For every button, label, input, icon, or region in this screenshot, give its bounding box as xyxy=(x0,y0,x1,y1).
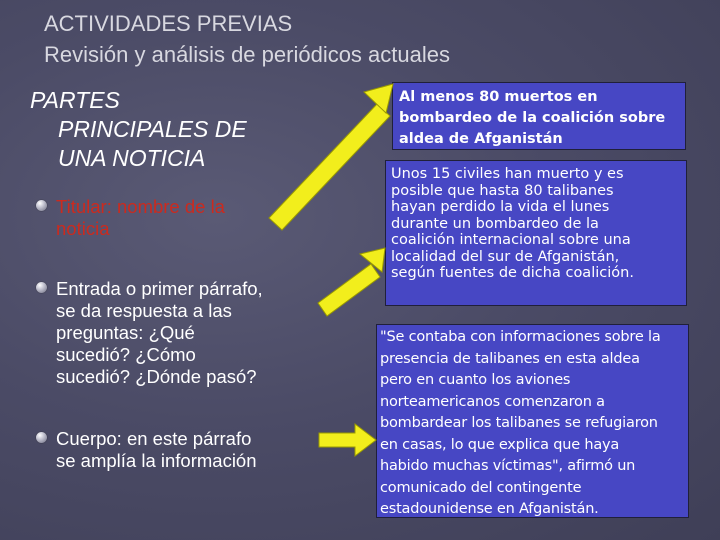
headline-line: Al menos 80 muertos en xyxy=(399,89,598,105)
lead-line: hayan perdido la vida el lunes xyxy=(391,199,610,215)
headline-box xyxy=(392,82,686,150)
bullet-text xyxy=(56,428,326,472)
bullet-titular xyxy=(36,196,326,240)
bullet-line: sucedió? ¿Dónde pasó? xyxy=(56,366,257,387)
bullet-dot-icon xyxy=(36,200,47,211)
bullet-line: Entrada o primer párrafo, xyxy=(56,278,263,299)
section-heading xyxy=(30,86,350,173)
body-line: presencia de talibanes en esta aldea xyxy=(380,350,640,367)
lead-line: según fuentes de dicha coalición. xyxy=(391,265,634,281)
bullet-text xyxy=(56,278,326,388)
body-line: en casas, lo que explica que haya xyxy=(380,436,620,453)
lead-line: durante un bombardeo de la xyxy=(391,215,599,232)
bullet-cuerpo xyxy=(36,428,326,472)
bullet-line: Titular: nombre de la xyxy=(56,196,225,217)
lead-line: coalición internacional sobre una xyxy=(391,232,631,248)
bullet-dot-icon xyxy=(36,282,47,293)
bullet-dot-icon xyxy=(36,432,47,443)
headline-line: aldea de Afganistán xyxy=(399,131,563,147)
body-line: habido muchas víctimas", afirmó un xyxy=(380,458,636,474)
body-line: estadounidense en Afganistán. xyxy=(380,501,599,517)
bullet-line: Cuerpo: en este párrafo xyxy=(56,428,252,449)
heading-line-1: PARTES xyxy=(30,87,120,113)
body-line: norteamericanos comenzaron a xyxy=(380,393,605,410)
body-line: bombardear los talibanes se refugiaron xyxy=(380,415,658,431)
body-box xyxy=(376,324,689,518)
lead-box xyxy=(385,160,687,306)
entrada-arrow-icon xyxy=(318,248,385,316)
title-line-1: ACTIVIDADES PREVIAS xyxy=(44,11,293,36)
title-line-2: Revisión y análisis de periódicos actuales xyxy=(44,42,450,67)
lead-line: posible que hasta 80 talibanes xyxy=(391,182,614,199)
heading-line-2: PRINCIPALES DE xyxy=(58,116,247,142)
bullet-text xyxy=(56,196,326,240)
body-line: comunicado del contingente xyxy=(380,479,582,496)
slide-title xyxy=(44,8,684,70)
bullet-line: se amplía la información xyxy=(56,450,257,471)
body-line: "Se contaba con informaciones sobre la xyxy=(380,329,661,345)
bullet-line: noticia xyxy=(56,218,110,239)
bullet-line: se da respuesta a las xyxy=(56,300,232,321)
cuerpo-arrow-icon xyxy=(319,424,376,456)
bullet-line: sucedió? ¿Cómo xyxy=(56,344,196,365)
lead-line: Unos 15 civiles han muerto y es xyxy=(391,166,624,182)
body-line: pero en cuanto los aviones xyxy=(380,372,571,388)
lead-line: localidad del sur de Afganistán, xyxy=(391,248,620,265)
bullet-entrada xyxy=(36,278,326,388)
headline-line: bombardeo de la coalición sobre xyxy=(399,110,666,126)
heading-line-3: UNA NOTICIA xyxy=(58,145,206,171)
bullet-line: preguntas: ¿Qué xyxy=(56,322,195,343)
